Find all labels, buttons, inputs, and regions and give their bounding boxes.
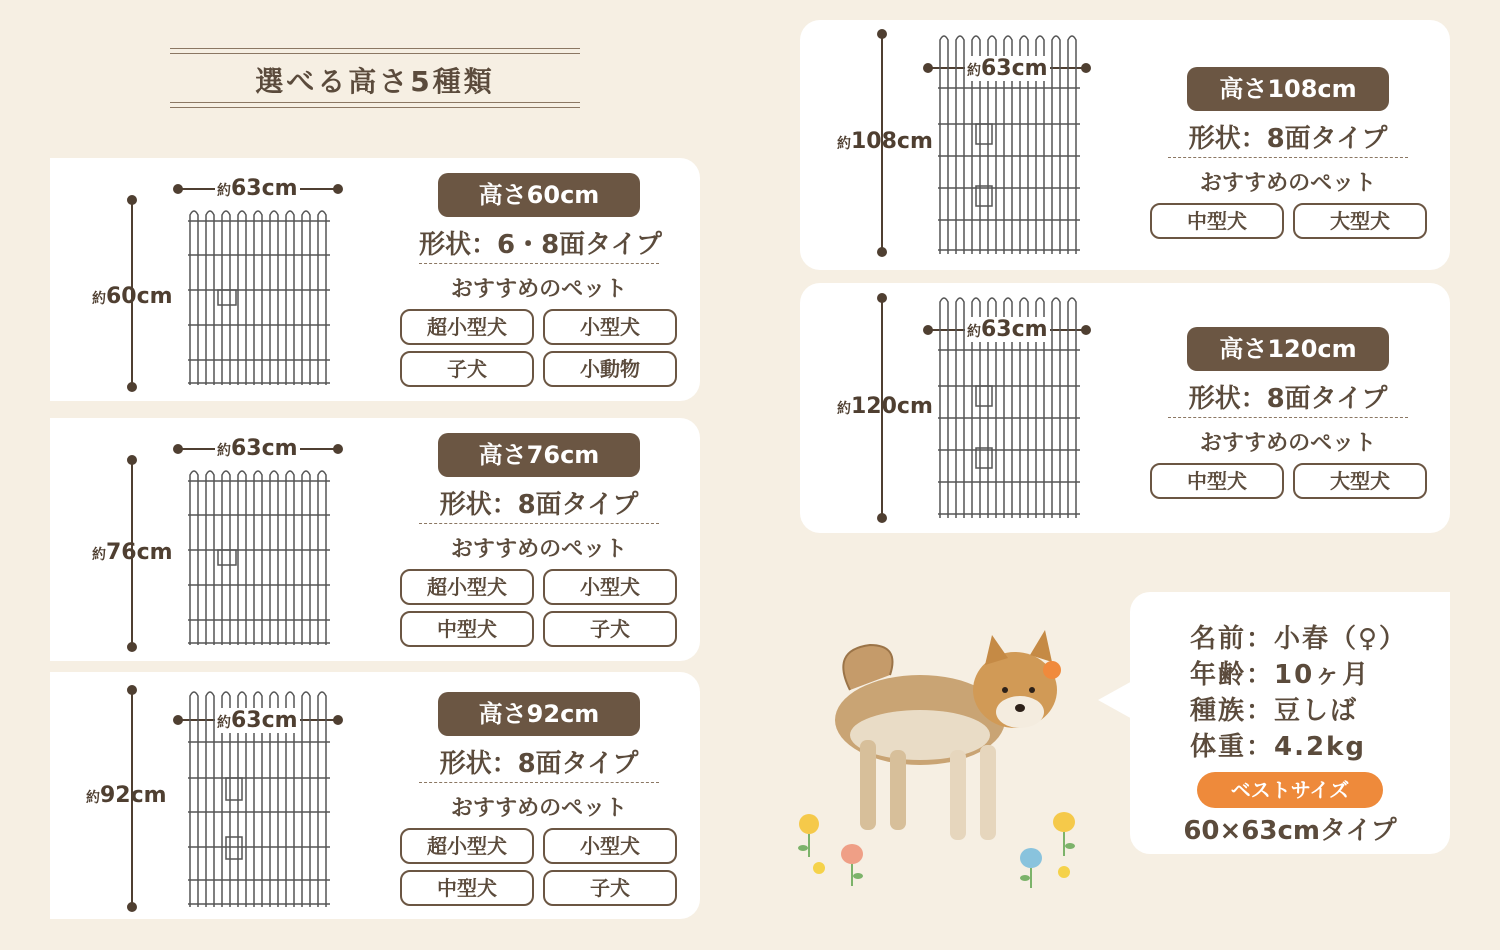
title-bottom-rule-inner	[170, 102, 580, 103]
profile-breed: 種族：豆しば	[1190, 696, 1359, 726]
pet-tag: 超小型犬	[400, 309, 534, 345]
recommend-label-60: おすすめのペット	[450, 277, 628, 302]
shape-text-60: 形状：6・8面タイプ	[419, 230, 662, 260]
shape-text-76: 形状：8面タイプ	[439, 490, 639, 520]
recommend-label-120: おすすめのペット	[1199, 431, 1377, 456]
recommend-label-92: おすすめのペット	[450, 796, 628, 821]
height-badge-76: 高さ76cm	[438, 433, 640, 477]
width-label-108: 約63cm	[967, 56, 1048, 81]
pet-tag: 小型犬	[543, 309, 677, 345]
pet-tag: 中型犬	[1150, 203, 1284, 239]
separator-76	[419, 523, 659, 524]
speech-bubble-tail	[1098, 680, 1134, 720]
separator-60	[419, 263, 659, 264]
separator-92	[419, 782, 659, 783]
title-top-rule	[170, 48, 580, 49]
shape-text-92: 形状：8面タイプ	[439, 749, 639, 779]
pet-tag: 子犬	[400, 351, 534, 387]
width-label-120: 約63cm	[967, 317, 1048, 342]
profile-weight: 体重：4.2kg	[1190, 732, 1366, 762]
separator-120	[1168, 417, 1408, 418]
pet-tag: 大型犬	[1293, 203, 1427, 239]
flower-yellow-right-icon	[1048, 810, 1088, 886]
height-label-92: 約92cm	[86, 783, 167, 808]
title-top-rule-inner	[170, 53, 580, 54]
height-label-120: 約120cm	[837, 394, 933, 419]
pet-tag: 中型犬	[400, 870, 534, 906]
profile-speech-bubble	[1130, 592, 1450, 854]
profile-age: 年齢：10ヶ月	[1190, 660, 1371, 690]
separator-108	[1168, 157, 1408, 158]
recommend-label-76: おすすめのペット	[450, 537, 628, 562]
pet-tag: 子犬	[543, 611, 677, 647]
pet-tag: 小動物	[543, 351, 677, 387]
best-size-type: 60×63cmタイプ	[1183, 816, 1397, 846]
pet-tag: 超小型犬	[400, 828, 534, 864]
section-title-text: 選べる高さ5種類	[255, 65, 495, 98]
shape-text-108: 形状：8面タイプ	[1188, 124, 1388, 154]
pet-tag: 子犬	[543, 870, 677, 906]
shape-text-120: 形状：8面タイプ	[1188, 384, 1388, 414]
height-badge-108: 高さ108cm	[1187, 67, 1389, 111]
pet-tag: 中型犬	[400, 611, 534, 647]
flower-blue-icon	[1017, 846, 1047, 894]
best-size-badge: ベストサイズ	[1197, 772, 1383, 808]
width-label-76: 約63cm	[217, 436, 298, 461]
pet-tag: 小型犬	[543, 828, 677, 864]
width-label-92: 約63cm	[217, 708, 298, 733]
height-label-108: 約108cm	[837, 129, 933, 154]
profile-name: 名前：小春（♀）	[1190, 624, 1408, 654]
recommend-label-108: おすすめのペット	[1199, 171, 1377, 196]
title-bottom-rule	[170, 107, 580, 108]
height-label-76: 約76cm	[92, 540, 173, 565]
pet-tag: 中型犬	[1150, 463, 1284, 499]
height-label-60: 約60cm	[92, 284, 173, 309]
height-badge-60: 高さ60cm	[438, 173, 640, 217]
height-badge-92: 高さ92cm	[438, 692, 640, 736]
flower-yellow-icon	[795, 812, 835, 886]
flower-pink-icon	[838, 842, 868, 896]
width-label-60: 約63cm	[217, 176, 298, 201]
section-title	[170, 48, 580, 110]
height-badge-120: 高さ120cm	[1187, 327, 1389, 371]
pet-tag: 超小型犬	[400, 569, 534, 605]
pet-tag: 大型犬	[1293, 463, 1427, 499]
pet-tag: 小型犬	[543, 569, 677, 605]
